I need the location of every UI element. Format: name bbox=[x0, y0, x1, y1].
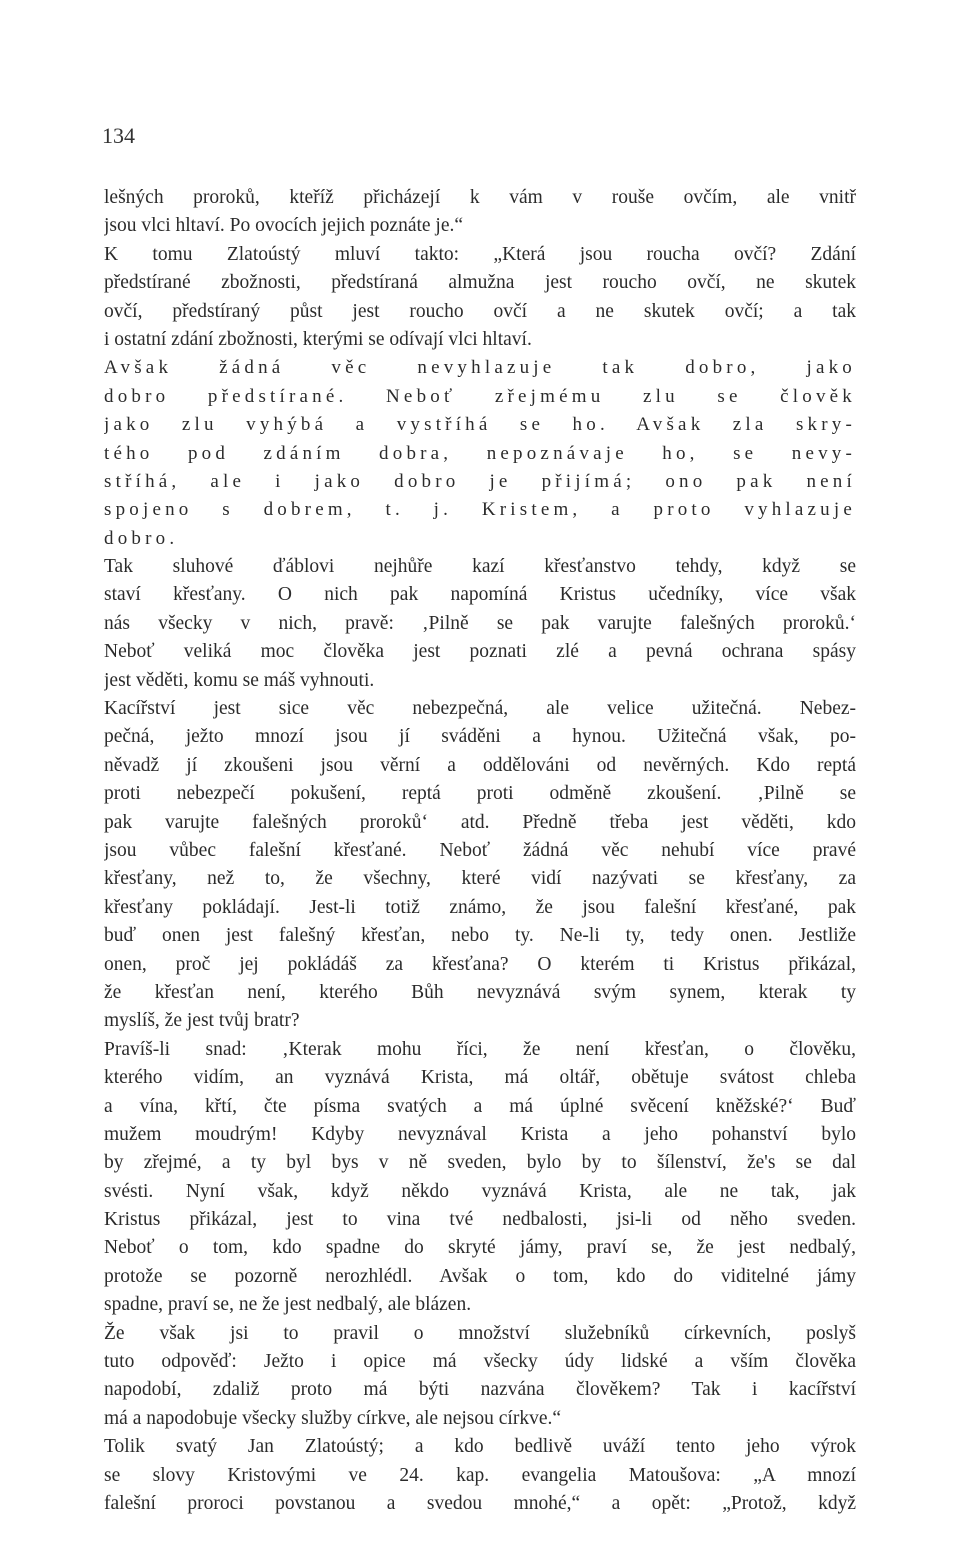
text-line: tuto odpověď: Ježto i opice má všecky údy lidské a vším člověka bbox=[104, 1351, 856, 1373]
text-line: Tak sluhové ďáblovi nejhůře kazí křesťanstvo tehdy, když se bbox=[104, 556, 856, 578]
text-line: Neboť veliká moc člověka jest poznati zlé a pevná ochrana spásy bbox=[104, 641, 856, 663]
text-line: by zřejmé, a ty byl bys v ně sveden, bylo by to šílenství, že's se dal bbox=[104, 1152, 856, 1174]
text-line: K tomu Zlatoústý mluví takto: „Která jsou roucha ovčí? Zdání bbox=[104, 243, 856, 265]
text-line: jsou vůbec falešní křesťané. Neboť žádná věc nehubí více pravé bbox=[104, 839, 856, 861]
text-line: svésti. Nyní však, když někdo vyznává Krista, ale ne tak, jak bbox=[104, 1180, 856, 1202]
text-line: staví křesťany. O nich pak napomíná Kristus učedníky, více však bbox=[104, 584, 856, 606]
text-line: jsou vlci hltaví. Po ovocích jejich poznáte je.“ bbox=[104, 215, 464, 237]
text-line: že křesťan není, kterého Bůh nevyznává svým synem, kterak ty bbox=[104, 981, 856, 1003]
text-line: pečná, ježto mnozí jsou jí sváděni a hynou. Užitečná však, po- bbox=[104, 726, 856, 748]
text-line: i ostatní zdání zbožnosti, kterými se odívají vlci hltaví. bbox=[104, 328, 532, 350]
text-line: spadne, praví se, ne že jest nedbalý, ale blázen. bbox=[104, 1294, 472, 1316]
text-line: Kacířství jest sice věc nebezpečná, ale velice užitečná. Nebez- bbox=[104, 698, 856, 720]
text-line: pak varujte falešných proroků‘ atd. Předně třeba jest věděti, kdo bbox=[104, 811, 856, 833]
text-line: spojeno s dobrem, t. j. Kristem, a proto vyhlazuje bbox=[104, 499, 856, 521]
text-line: a vína, křtí, čte písma svatých a má úplné svěcení kněžské?‘ Buď bbox=[104, 1095, 856, 1117]
text-line: falešní proroci povstanou a svedou mnohé,“ a opět: „Protož, když bbox=[104, 1492, 856, 1514]
text-line: křesťany pokládají. Jest-li totiž známo, že jsou falešní křesťané, pak bbox=[104, 896, 856, 918]
text-line: předstírané zbožnosti, předstíraná almužna jest roucho ovčí, ne skutek bbox=[104, 272, 856, 294]
text-line: jako zlu vyhýbá a vystříhá se ho. Avšak zla skry- bbox=[104, 414, 856, 436]
text-line: něvadž jí zkoušeni jsou věrní a oddělováni od nevěrných. Kdo reptá bbox=[104, 754, 856, 776]
page-number: 134 bbox=[102, 123, 135, 148]
text-line: se slovy Kristovými ve 24. kap. evangelia Matoušova: „A mnozí bbox=[104, 1464, 856, 1486]
text-line: křesťany, než to, že všechny, které vidí nazývati se křesťany, za bbox=[104, 868, 856, 890]
text-line: proti nebezpečí pokušení, reptá proti odměně zkoušení. ‚Pilně se bbox=[104, 783, 856, 805]
text-line: jest věděti, komu se máš vyhnouti. bbox=[104, 669, 375, 691]
text-line: Tolik svatý Jan Zlatoústý; a kdo bedlivě uváží tento jeho výrok bbox=[104, 1436, 856, 1458]
text-line: tého pod zdáním dobra, nepoznávaje ho, se nevy- bbox=[104, 442, 856, 464]
text-line: kterého vidím, an vyznává Krista, má oltář, obětuje svátost chleba bbox=[104, 1067, 856, 1089]
text-line: stříhá, ale i jako dobro je přijímá; ono pak není bbox=[104, 470, 856, 492]
text-line: dobro. bbox=[104, 527, 179, 549]
text-line: Kristus přikázal, jest to vina tvé nedbalosti, jsi-li od něho sveden. bbox=[104, 1209, 856, 1231]
text-line: ovčí, předstíraný půst jest roucho ovčí a ne skutek ovčí; a tak bbox=[104, 300, 856, 322]
text-line: buď onen jest falešný křesťan, nebo ty. Ne-li ty, tedy onen. Jestliže bbox=[104, 925, 856, 947]
text-line: napodobí, zdaliž proto má býti nazvána člověkem? Tak i kacířství bbox=[104, 1379, 856, 1401]
text-line: nás všecky v nich, pravě: ‚Pilně se pak varujte falešných proroků.‘ bbox=[104, 612, 856, 634]
text-line: Že však jsi to pravil o množství služebníků církevních, poslyš bbox=[104, 1322, 856, 1344]
text-line: má a napodobuje všecky služby církve, ale nejsou církve.“ bbox=[104, 1407, 562, 1429]
text-line: protože se pozorně nerozhlédl. Avšak o tom, kdo do viditelné jámy bbox=[104, 1265, 856, 1287]
text-line: Pravíš-li snad: ‚Kterak mohu říci, že není křesťan, o člověku, bbox=[104, 1038, 856, 1060]
text-line: onen, proč jej pokládáš za křesťana? O kterém ti Kristus přikázal, bbox=[104, 953, 856, 975]
text-line: Neboť o tom, kdo spadne do skryté jámy, praví se, že jest nedbalý, bbox=[104, 1237, 856, 1259]
text-line: Avšak žádná věc nevyhlazuje tak dobro, jako bbox=[104, 357, 856, 379]
text-line: dobro předstírané. Neboť zřejmému zlu se člověk bbox=[104, 385, 856, 407]
text-line: myslíš, že jest tvůj bratr? bbox=[104, 1010, 300, 1032]
text-line: lešných proroků, kteříž přicházejí k vám v rouše ovčím, ale vnitř bbox=[104, 187, 856, 208]
text-line: mužem moudrým! Kdyby nevyznával Krista a jeho pohanství bylo bbox=[104, 1123, 856, 1145]
body-text bbox=[104, 184, 856, 1518]
